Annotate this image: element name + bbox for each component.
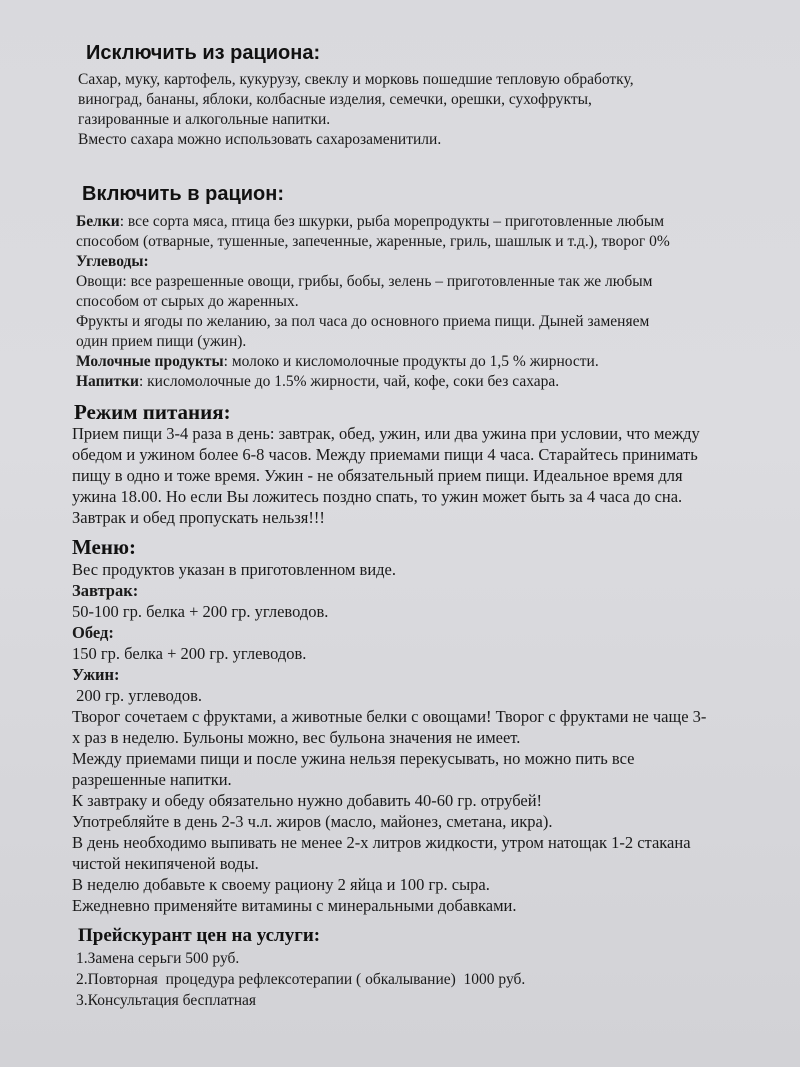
text-line: Творог сочетаем с фруктами, а животные белки с овощами! Творог с фруктами не чаще 3- — [72, 707, 707, 726]
price-item: 3.Консультация бесплатная — [76, 992, 257, 1009]
text-line: Ежедневно применяйте витамины с минеральными добавками. — [72, 896, 517, 915]
lunch-text: 150 гр. белка + 200 гр. углеводов. — [72, 644, 307, 663]
text-line: Употребляйте в день 2-3 ч.л. жиров (масло, майонез, сметана, икра). — [72, 812, 553, 831]
dinner-label: Ужин: — [72, 665, 120, 684]
exclude-text — [78, 70, 634, 150]
proteins-line — [76, 212, 670, 232]
text-line: пищу в одно и тоже время. Ужин - не обязательный прием пищи. Идеальное время для — [72, 466, 683, 485]
text-line: Между приемами пищи и после ужина нельзя перекусывать, но можно пить все — [72, 749, 635, 768]
text-line: обедом и ужином более 6-8 часов. Между приемами пищи 4 часа. Старайтесь принимать — [72, 445, 698, 464]
text-line: Прием пищи 3-4 раза в день: завтрак, обед, ужин, или два ужина при условии, что между — [72, 424, 700, 443]
menu-text — [72, 559, 706, 916]
text-line: чистой некипяченой воды. — [72, 854, 259, 873]
prices-list — [76, 948, 525, 1011]
text-line: способом от сырых до жаренных. — [76, 293, 299, 310]
dairy-line — [76, 352, 670, 372]
lunch-label: Обед: — [72, 623, 114, 642]
include-text — [76, 212, 670, 392]
text-line: Сахар, муку, картофель, кукурузу, свеклу и морковь пошедшие тепловую обработку, — [78, 71, 634, 88]
include-heading: Включить в рацион: — [82, 183, 285, 205]
menu-heading: Меню: — [72, 535, 137, 559]
dinner-text: 200 гр. углеводов. — [72, 686, 203, 705]
text-line: один прием пищи (ужин). — [76, 333, 247, 350]
drinks-line — [76, 372, 670, 392]
text-line: Вместо сахара можно использовать сахарозаменитили. — [78, 131, 442, 148]
carbs-label: Углеводы: — [76, 253, 149, 270]
prices-heading: Прейскурант цен на услуги: — [78, 925, 321, 946]
text-line: Овощи: все разрешенные овощи, грибы, бобы, зелень – приготовленные так же любым — [76, 273, 653, 290]
text-line: х раз в неделю. Бульоны можно, вес бульона значения не имеет. — [72, 728, 521, 747]
proteins-text: : все сорта мяса, птица без шкурки, рыба морепродукты – приготовленные любым — [119, 213, 665, 230]
breakfast-text: 50-100 гр. белка + 200 гр. углеводов. — [72, 602, 329, 621]
text-line: В день необходимо выпивать не менее 2-х литров жидкости, утром натощак 1-2 стакана — [72, 833, 691, 852]
text-line: способом (отварные, тушенные, запеченные, жаренные, гриль, шашлык и т.д.), творог 0% — [76, 233, 670, 250]
text-line: В неделю добавьте к своему рациону 2 яйца и 100 гр. сыра. — [72, 875, 490, 894]
text-line: разрешенные напитки. — [72, 770, 232, 789]
text-line: Фрукты и ягоды по желанию, за пол часа до основного приема пищи. Дыней заменяем — [76, 313, 650, 330]
dairy-text: : молоко и кисломолочные продукты до 1,5 % жирности. — [223, 353, 599, 370]
price-item: 2.Повторная процедура рефлексотерапии ( обкалывание) 1000 руб. — [76, 971, 526, 988]
text-line: ужина 18.00. Но если Вы ложитесь поздно спать, то ужин может быть за 4 часа до сна. — [72, 487, 683, 506]
regime-text — [72, 423, 700, 528]
regime-heading: Режим питания: — [74, 400, 231, 424]
text-line: виноград, бананы, яблоки, колбасные изделия, семечки, орешки, сухофрукты, — [78, 91, 592, 108]
text-line: газированные и алкогольные напитки. — [78, 111, 331, 128]
text-line: Завтрак и обед пропускать нельзя!!! — [72, 508, 325, 527]
exclude-heading: Исключить из рациона: — [86, 42, 321, 64]
proteins-label: Белки — [76, 213, 120, 230]
menu-note: Вес продуктов указан в приготовленном виде. — [72, 560, 396, 579]
dairy-label: Молочные продукты — [76, 353, 224, 370]
breakfast-label: Завтрак: — [72, 581, 139, 600]
price-item: 1.Замена серьги 500 руб. — [76, 950, 240, 967]
drinks-text: : кисломолочные до 1.5% жирности, чай, кофе, соки без сахара. — [138, 373, 560, 390]
drinks-label: Напитки — [76, 373, 139, 390]
text-line: К завтраку и обеду обязательно нужно добавить 40-60 гр. отрубей! — [72, 791, 543, 810]
